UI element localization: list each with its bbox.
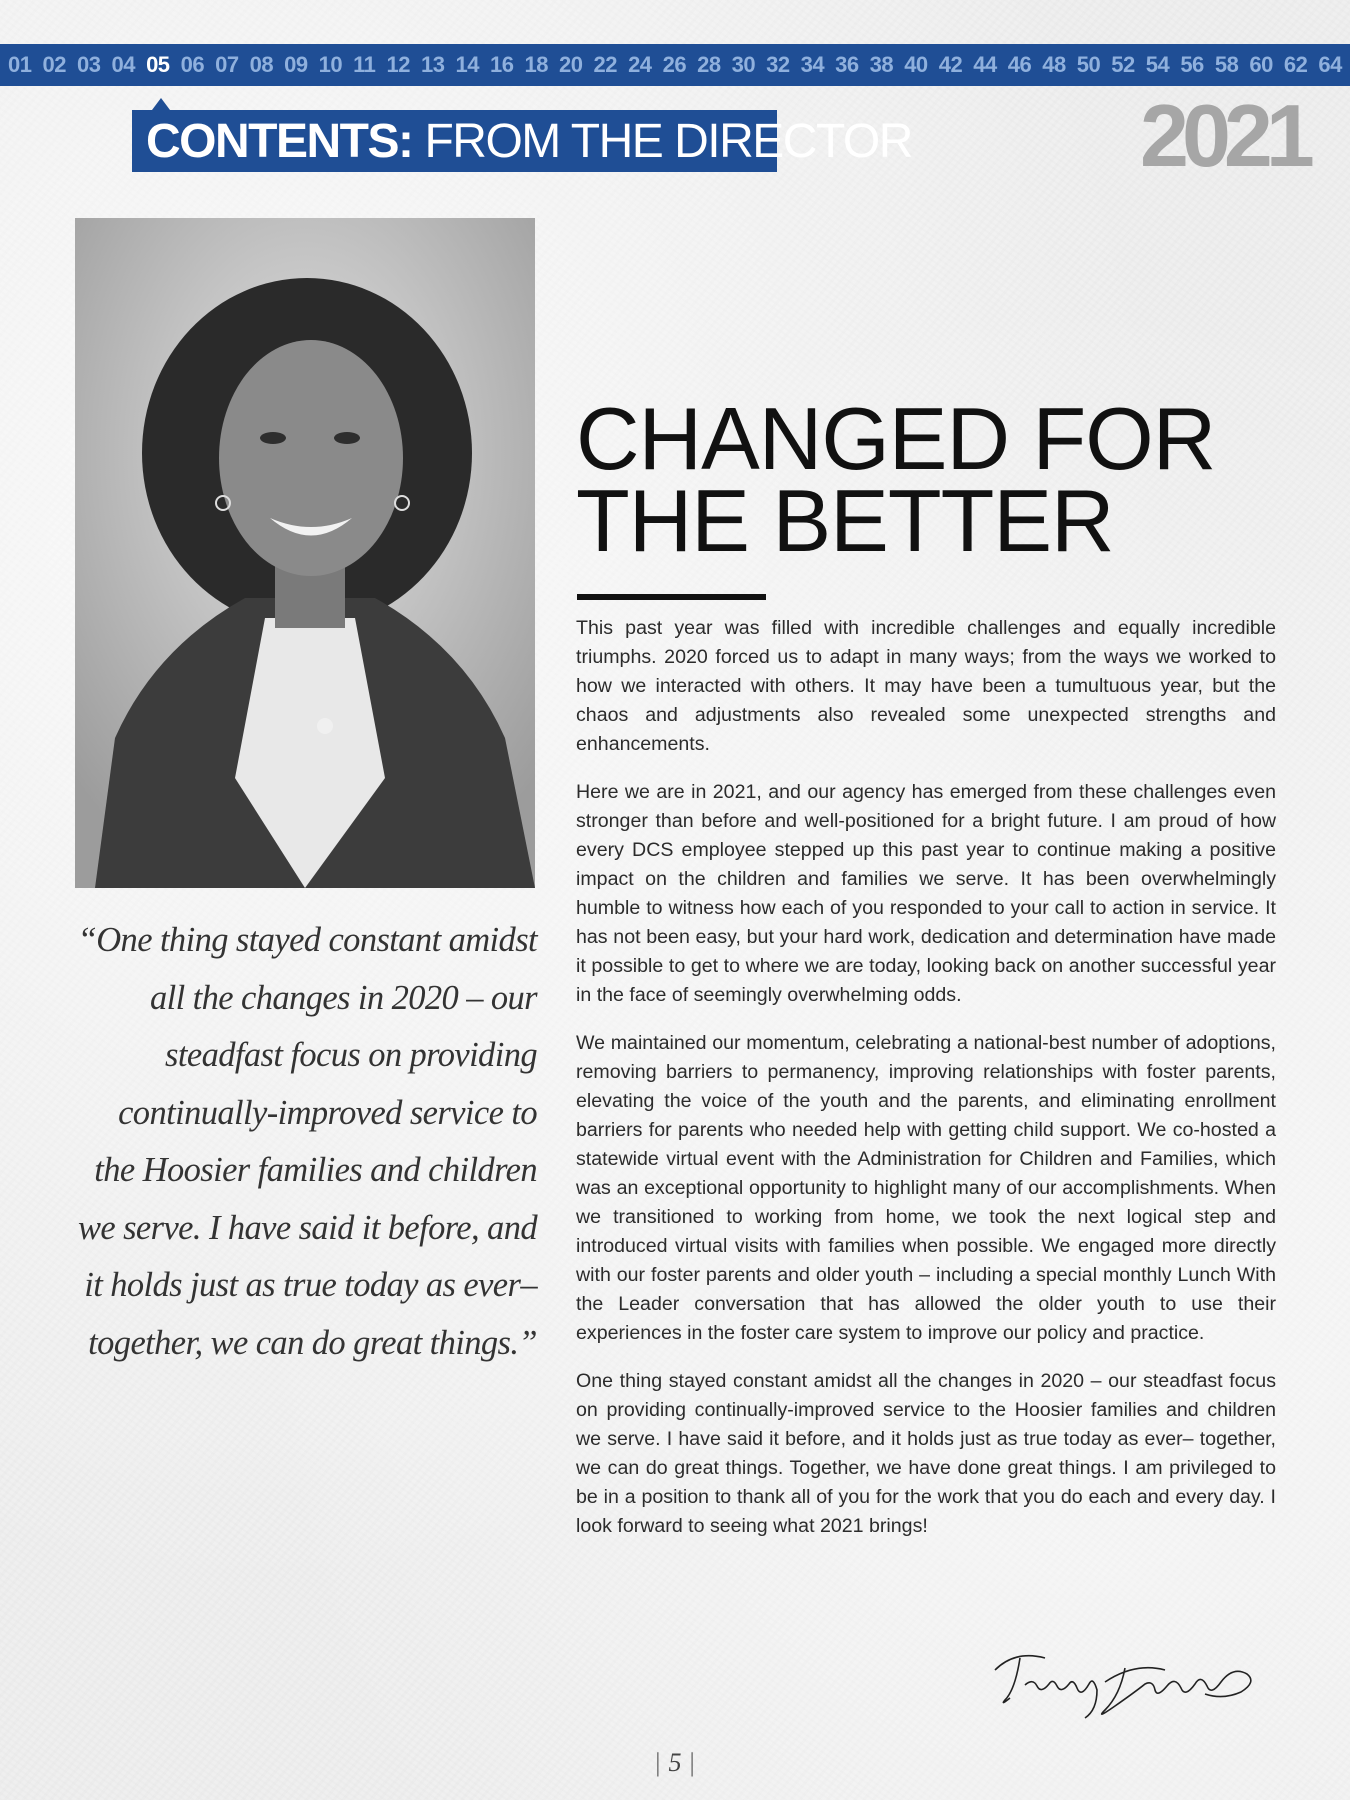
article-headline xyxy=(576,389,1296,570)
page-link-14[interactable]: 14 xyxy=(455,52,479,77)
page-number-divider-right: | xyxy=(689,1748,695,1777)
page-link-62[interactable]: 62 xyxy=(1283,52,1308,77)
page-link-05[interactable]: 05 xyxy=(146,52,170,77)
page-link-28[interactable]: 28 xyxy=(697,52,721,77)
page-number-divider-left: | xyxy=(655,1748,661,1777)
director-signature xyxy=(985,1640,1265,1730)
current-page-marker-icon xyxy=(152,98,170,110)
page-link-13[interactable]: 13 xyxy=(420,52,445,77)
section-header xyxy=(132,110,912,172)
page-link-50[interactable]: 50 xyxy=(1076,52,1101,77)
body-paragraph: One thing stayed constant amidst all the changes in 2020 – our steadfast focus on providing continually-improved service to the Hoosier families and children we serve. I have said it before, and it holds just as true today as ever– together, we can do great things. Together, we have done great things. I am privileged to be in a position to thank all of you for the work that you do each and every day. I look forward to seeing what 2021 brings! xyxy=(576,1370,1276,1537)
headline-rule xyxy=(577,594,766,600)
contents-label: CONTENTS: xyxy=(146,114,413,168)
body-paragraph: We maintained our momentum, celebrating a national-best number of adoptions, removing barriers to permanency, improving relationships with foster parents, elevating the voice of the youth and the parents, and eliminating enrollment barriers for parents who needed help with getting child support. We co-hosted a statewide virtual event with the Administration for Children and Families, which was an exceptional opportunity to highlight many of our accomplishments. When we transitioned to working from home, we took the next logical step and introduced virtual visits with families when possible. We engaged more directly with our foster parents and older youth – including a special monthly Lunch With the Leader conversation that has allowed the older youth to use their experiences in the foster care system to improve our policy and practice. xyxy=(576,1032,1276,1344)
page-link-48[interactable]: 48 xyxy=(1042,52,1066,77)
page-link-58[interactable]: 58 xyxy=(1214,52,1239,77)
headline-line-2: THE BETTER xyxy=(576,471,1114,570)
page-link-09[interactable]: 09 xyxy=(284,52,308,77)
page-link-16[interactable]: 16 xyxy=(490,52,514,77)
body-paragraph: This past year was filled with incredible challenges and equally incredible triumphs. 2020 forced us to adapt in many ways; from the ways we worked to how we interacted with others. It may have been a tumultuous year, but the chaos and adjustments also revealed some unexpected strengths and enhancements. xyxy=(576,617,1276,755)
page-link-52[interactable]: 52 xyxy=(1111,52,1135,77)
report-year: 2021 xyxy=(1140,86,1308,185)
page-link-56[interactable]: 56 xyxy=(1180,52,1204,77)
page-link-34[interactable]: 34 xyxy=(800,52,825,77)
page-link-10[interactable]: 10 xyxy=(318,52,343,77)
page-link-26[interactable]: 26 xyxy=(662,52,687,77)
page-link-32[interactable]: 32 xyxy=(766,52,790,77)
page-link-06[interactable]: 06 xyxy=(180,52,205,77)
page-link-40[interactable]: 40 xyxy=(904,52,928,77)
page-number xyxy=(640,1748,710,1778)
director-portrait-photo xyxy=(75,218,535,888)
pull-quote: “One thing stayed constant amidst all the changes in 2020 – our steadfast focus on providing continually-improved service to the Hoosier families and children we serve. I have said it before, and it holds just as true today as ever– together, we can do great things.” xyxy=(77,921,537,1362)
body-paragraph: Here we are in 2021, and our agency has emerged from these challenges even stronger than before and well-positioned for a bright future. I am proud of how every DCS employee stepped up this past year to continue making a positive impact on the children and families we serve. It has been overwhelmingly humble to witness how each of you responded to your call to action in service. It has not been easy, but your hard work, dedication and determination have made it possible to get to where we are today, looking back on another successful year in the face of seemingly overwhelming odds. xyxy=(576,781,1276,1006)
page-link-46[interactable]: 46 xyxy=(1007,52,1032,77)
page-link-36[interactable]: 36 xyxy=(835,52,859,77)
page-number-strip xyxy=(0,44,1350,86)
page-link-03[interactable]: 03 xyxy=(77,52,101,77)
page-link-44[interactable]: 44 xyxy=(973,52,997,77)
page-link-02[interactable]: 02 xyxy=(42,52,66,77)
article-body xyxy=(576,614,1276,1560)
page-link-54[interactable]: 54 xyxy=(1145,52,1170,77)
page-link-22[interactable]: 22 xyxy=(593,52,618,77)
page-link-11[interactable]: 11 xyxy=(353,52,376,77)
page-link-42[interactable]: 42 xyxy=(938,52,963,77)
page-link-60[interactable]: 60 xyxy=(1249,52,1273,77)
page-link-18[interactable]: 18 xyxy=(524,52,548,77)
page-link-24[interactable]: 24 xyxy=(628,52,652,77)
page-link-20[interactable]: 20 xyxy=(559,52,583,77)
page-link-12[interactable]: 12 xyxy=(386,52,410,77)
page-link-07[interactable]: 07 xyxy=(215,52,239,77)
page-link-30[interactable]: 30 xyxy=(731,52,756,77)
page-link-04[interactable]: 04 xyxy=(111,52,136,77)
page-link-38[interactable]: 38 xyxy=(869,52,894,77)
headline-line-1: CHANGED FOR xyxy=(576,389,1216,488)
page-link-01[interactable]: 01 xyxy=(8,52,32,77)
section-title: FROM THE DIRECTOR xyxy=(424,114,912,168)
page-link-64[interactable]: 64 xyxy=(1318,52,1342,77)
page-number-value: 5 xyxy=(668,1748,682,1777)
page-link-08[interactable]: 08 xyxy=(249,52,274,77)
